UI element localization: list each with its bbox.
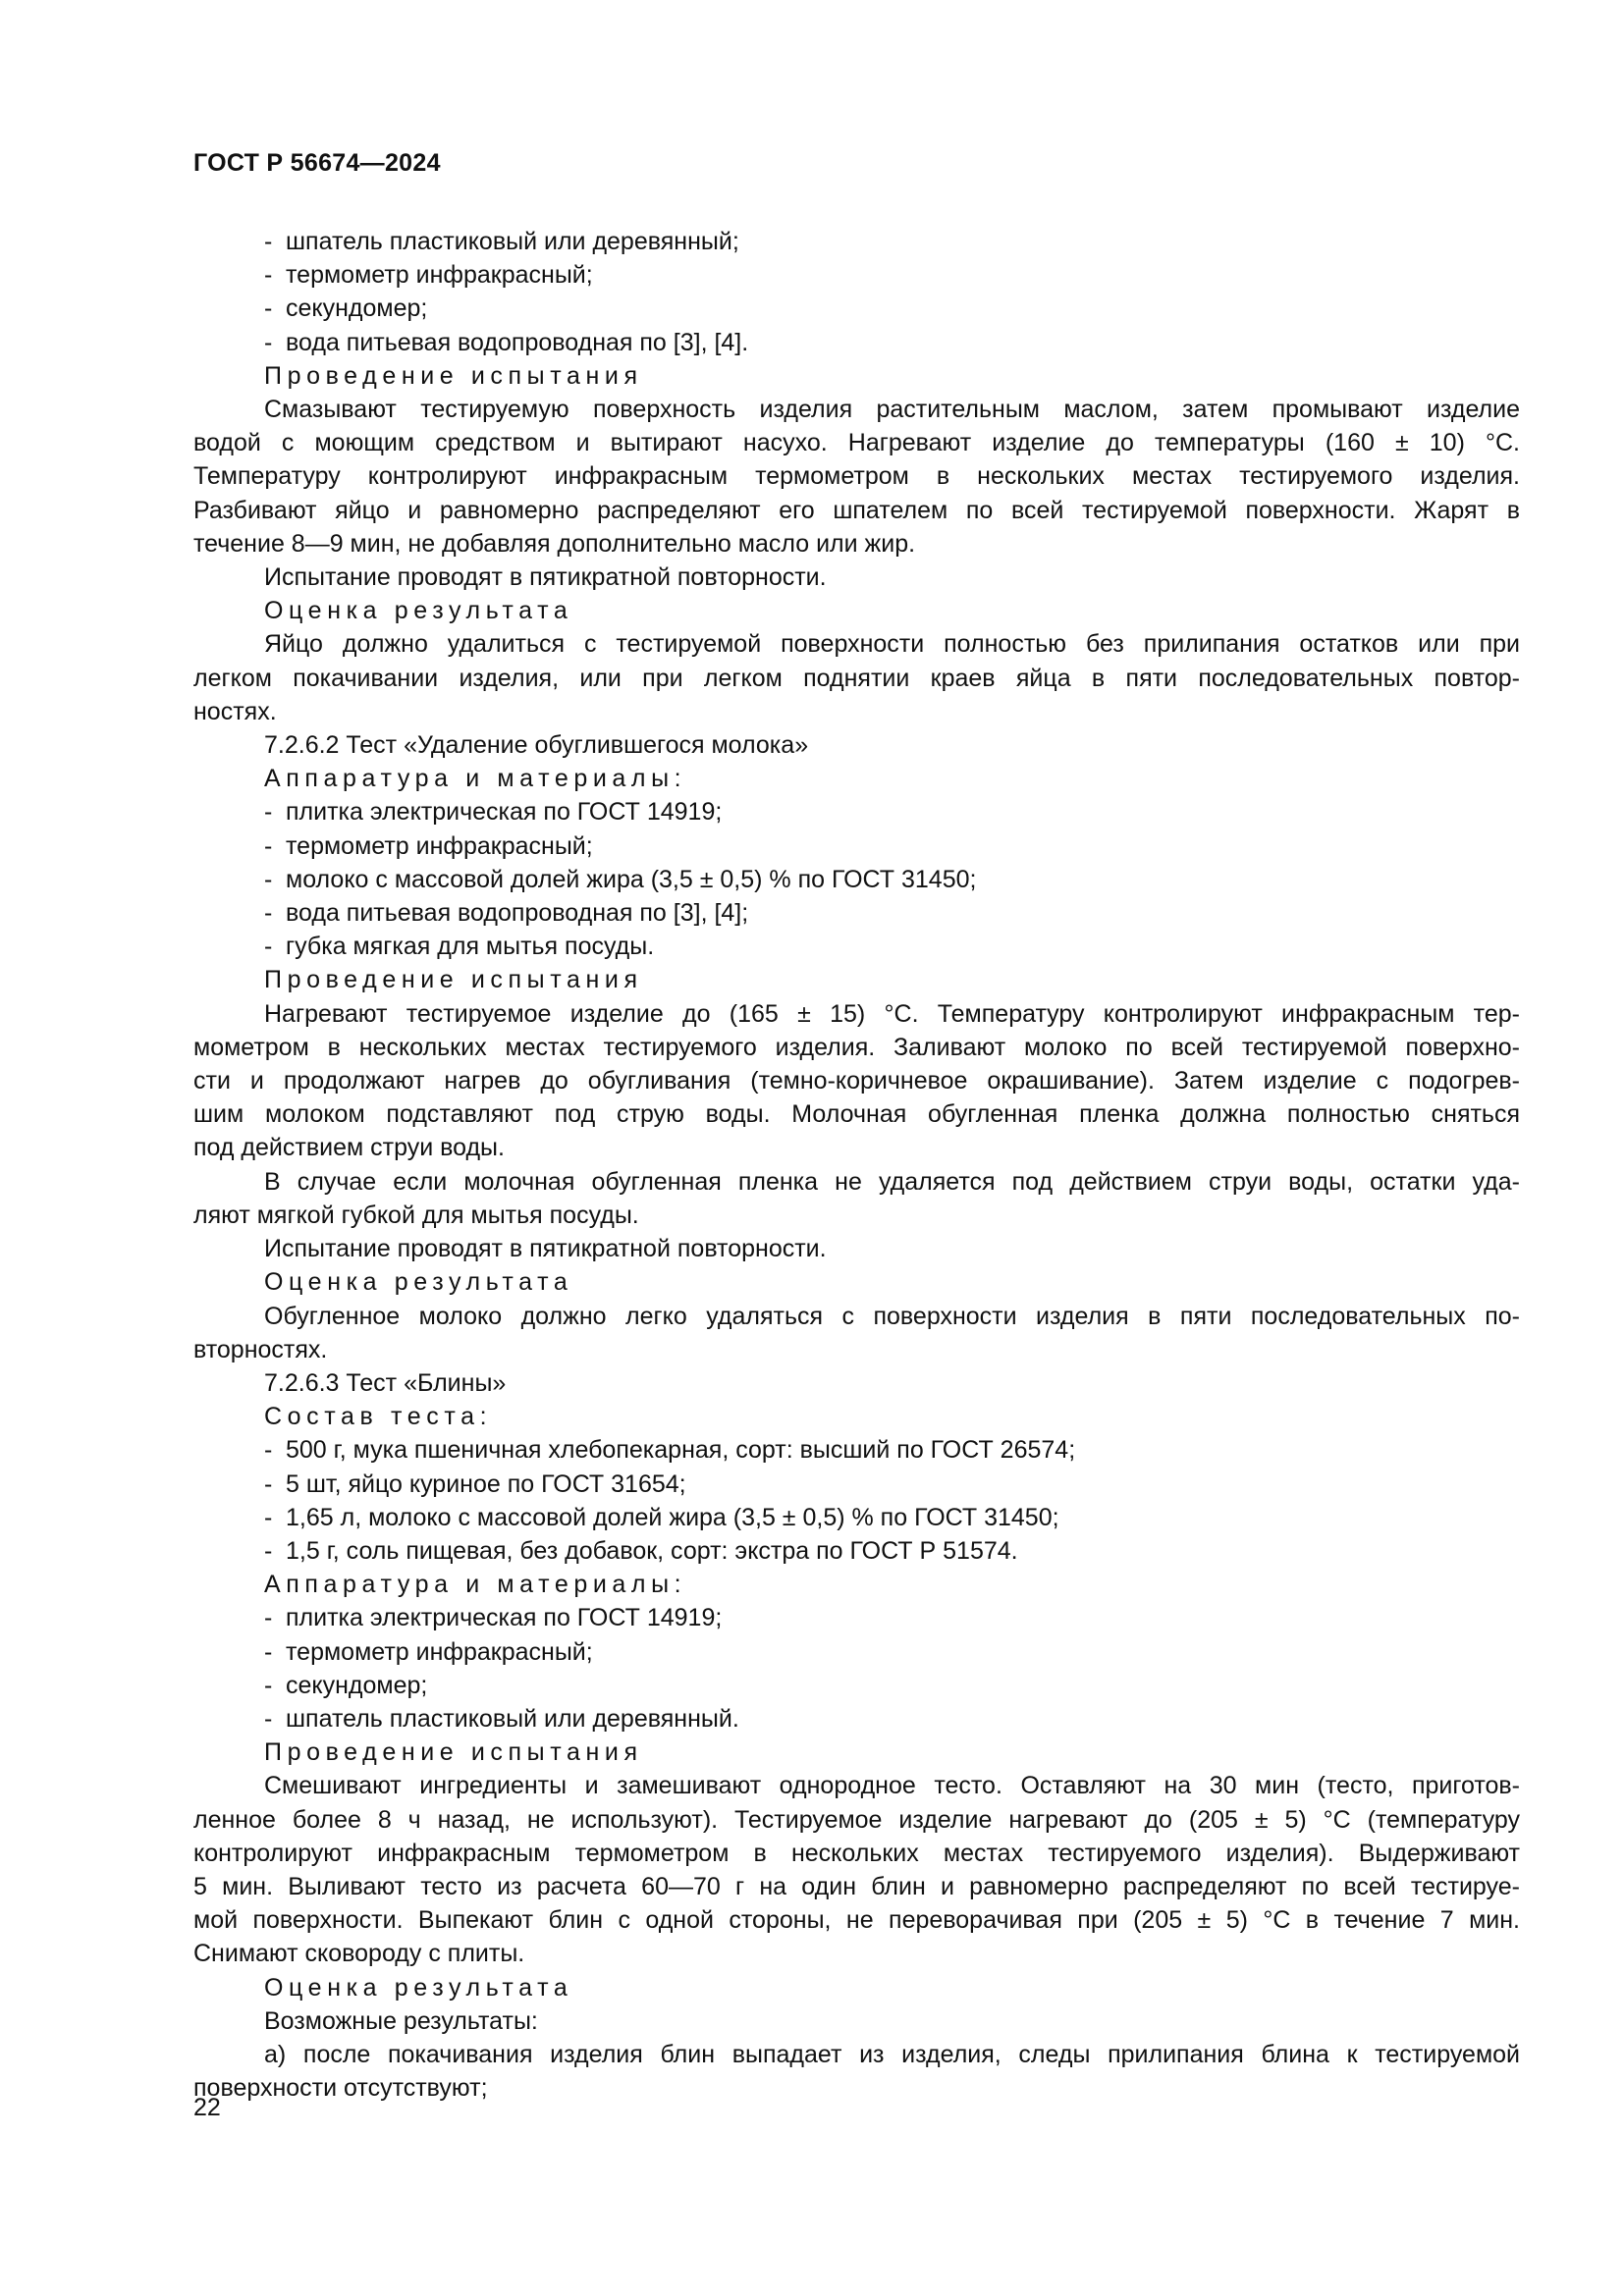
paragraph-line: легком покачивании изделия, или при легком поднятии краев яйца в пяти последовательных повтор- <box>193 664 1520 692</box>
paragraph-line: В случае если молочная обугленная пленка не удаляется под действием струи воды, остатки уда- <box>264 1167 1520 1196</box>
paragraph-line: 5 мин. Выливают тесто из расчета 60—70 г на один блин и равномерно распределяют по всей тестируе- <box>193 1872 1520 1900</box>
paragraph-line: Обугленное молоко должно легко удаляться с поверхности изделия в пяти последовательных по- <box>264 1302 1520 1330</box>
list-item-text: секундомер; <box>286 294 428 323</box>
list-item-text: термометр инфракрасный; <box>286 831 593 860</box>
list-item <box>193 292 1520 325</box>
list-item <box>193 795 1520 828</box>
list-dash: - <box>264 1604 273 1632</box>
list-item <box>193 1501 1520 1534</box>
paragraph-line: поверхности отсутствуют; <box>193 2074 488 2103</box>
paragraph-line: Смешивают ингредиенты и замешивают однородное тесто. Оставляют на 30 мин (тесто, приготов- <box>264 1772 1520 1800</box>
section-subheading: Оценка результата <box>264 1973 573 2002</box>
page-number: 22 <box>193 2094 221 2121</box>
paragraph-line: Снимают сковороду с плиты. <box>193 1940 525 1968</box>
list-item <box>193 1468 1520 1501</box>
paragraph-line: мой поверхности. Выпекают блин с одной стороны, не переворачивая при (205 ± 5) °С в течение 7 мин. <box>193 1906 1520 1935</box>
list-dash: - <box>264 899 273 928</box>
paragraph-line: Яйцо должно удалиться с тестируемой поверхности полностью без прилипания остатков или при <box>264 630 1520 659</box>
list-item <box>193 863 1520 896</box>
section-subheading: Аппаратура и материалы: <box>264 765 687 793</box>
list-item-text: термометр инфракрасный; <box>286 1637 593 1666</box>
paragraph-line: под действием струи воды. <box>193 1134 505 1162</box>
list-dash: - <box>264 1671 273 1699</box>
list-item-text: 1,65 л, молоко с массовой долей жира (3,5 ± 0,5) % по ГОСТ 31450; <box>286 1503 1059 1531</box>
section-subheading: Проведение испытания <box>264 1738 643 1767</box>
paragraph-line: а) после покачивания изделия блин выпадает из изделия, следы прилипания блина к тестируемой <box>264 2040 1520 2068</box>
list-item-text: плитка электрическая по ГОСТ 14919; <box>286 798 723 827</box>
section-subheading: Проведение испытания <box>264 966 643 994</box>
paragraph-line: ностях. <box>193 697 277 725</box>
list-item <box>193 225 1520 258</box>
list-item-text: вода питьевая водопроводная по [3], [4]. <box>286 328 749 356</box>
list-item-text: губка мягкая для мытья посуды. <box>286 933 655 961</box>
list-dash: - <box>264 831 273 860</box>
list-item <box>193 1601 1520 1634</box>
paragraph-line: Смазывают тестируемую поверхность изделия растительным маслом, затем промывают изделие <box>264 396 1520 424</box>
list-dash: - <box>264 294 273 323</box>
paragraph-line: течение 8—9 мин, не добавляя дополнительно масло или жир. <box>193 529 916 558</box>
list-item <box>193 896 1520 930</box>
list-dash: - <box>264 328 273 356</box>
section-subheading: Проведение испытания <box>264 361 643 390</box>
paragraph-line: Температуру контролируют инфракрасным термометром в нескольких местах тестируемого изделия. <box>193 462 1520 491</box>
list-item <box>193 1669 1520 1702</box>
list-dash: - <box>264 1704 273 1733</box>
list-item-text: шпатель пластиковый или деревянный. <box>286 1704 739 1733</box>
list-item-text: шпатель пластиковый или деревянный; <box>286 228 739 255</box>
list-dash: - <box>264 1637 273 1666</box>
paragraph-line: ляют мягкой губкой для мытья посуды. <box>193 1201 639 1229</box>
paragraph-line: контролируют инфракрасным термометром в нескольких местах тестируемого изделия). Выдерживают <box>193 1839 1520 1867</box>
list-item-text: термометр инфракрасный; <box>286 261 593 290</box>
list-dash: - <box>264 1469 273 1498</box>
paragraph-line: Разбивают яйцо и равномерно распределяют его шпателем по всей тестируемой поверхности. Жарят в <box>193 496 1520 524</box>
list-dash: - <box>264 933 273 961</box>
list-item-text: молоко с массовой долей жира (3,5 ± 0,5) % по ГОСТ 31450; <box>286 865 977 893</box>
list-item <box>193 258 1520 292</box>
paragraph-line: 7.2.6.2 Тест «Удаление обуглившегося молока» <box>264 731 809 760</box>
paragraph-line: сти и продолжают нагрев до обугливания (темно-коричневое окрашивание). Затем изделие с подогрев- <box>193 1067 1520 1095</box>
list-dash: - <box>264 798 273 827</box>
list-item <box>193 326 1520 359</box>
paragraph-line: Испытание проводят в пятикратной повторности. <box>264 1235 827 1263</box>
paragraph-line: мометром в нескольких местах тестируемого изделия. Заливают молоко по всей тестируемой поверхно- <box>193 1033 1520 1061</box>
list-dash: - <box>264 1536 273 1565</box>
paragraph-line: Нагревают тестируемое изделие до (165 ± 15) °С. Температуру контролируют инфракрасным тер- <box>264 999 1520 1028</box>
section-subheading: Оценка результата <box>264 597 573 625</box>
section-subheading: Состав теста: <box>264 1403 493 1431</box>
list-dash: - <box>264 1436 273 1465</box>
list-dash: - <box>264 228 273 255</box>
paragraph-line: Испытание проводят в пятикратной повторности. <box>264 563 827 592</box>
list-item-text: 5 шт, яйцо куриное по ГОСТ 31654; <box>286 1469 686 1498</box>
section-subheading: Аппаратура и материалы: <box>264 1571 687 1599</box>
list-item <box>193 1534 1520 1568</box>
paragraph-line: вторностях. <box>193 1335 328 1363</box>
list-item-text: секундомер; <box>286 1671 428 1699</box>
list-item <box>193 1433 1520 1467</box>
paragraph-line: Возможные результаты: <box>264 2006 538 2035</box>
paragraph-line: шим молоком подставляют под струю воды. Молочная обугленная пленка должна полностью сняться <box>193 1100 1520 1129</box>
list-item <box>193 1702 1520 1735</box>
document-body <box>193 225 1520 2105</box>
list-dash: - <box>264 865 273 893</box>
list-item-text: 1,5 г, соль пищевая, без добавок, сорт: экстра по ГОСТ Р 51574. <box>286 1536 1018 1565</box>
section-subheading: Оценка результата <box>264 1268 573 1297</box>
list-item <box>193 829 1520 863</box>
list-item-text: вода питьевая водопроводная по [3], [4]; <box>286 899 749 928</box>
list-item <box>193 930 1520 963</box>
list-dash: - <box>264 261 273 290</box>
paragraph-line: водой с моющим средством и вытирают насухо. Нагревают изделие до температуры (160 ± 10) °С. <box>193 429 1520 457</box>
paragraph-line: ленное более 8 ч назад, не используют). Тестируемое изделие нагревают до (205 ± 5) °С (температуру <box>193 1805 1520 1834</box>
list-item-text: плитка электрическая по ГОСТ 14919; <box>286 1604 723 1632</box>
list-item <box>193 1635 1520 1669</box>
list-item-text: 500 г, мука пшеничная хлебопекарная, сорт: высший по ГОСТ 26574; <box>286 1436 1076 1465</box>
paragraph-line: 7.2.6.3 Тест «Блины» <box>264 1368 507 1397</box>
list-dash: - <box>264 1503 273 1531</box>
document-header: ГОСТ Р 56674—2024 <box>193 149 441 177</box>
